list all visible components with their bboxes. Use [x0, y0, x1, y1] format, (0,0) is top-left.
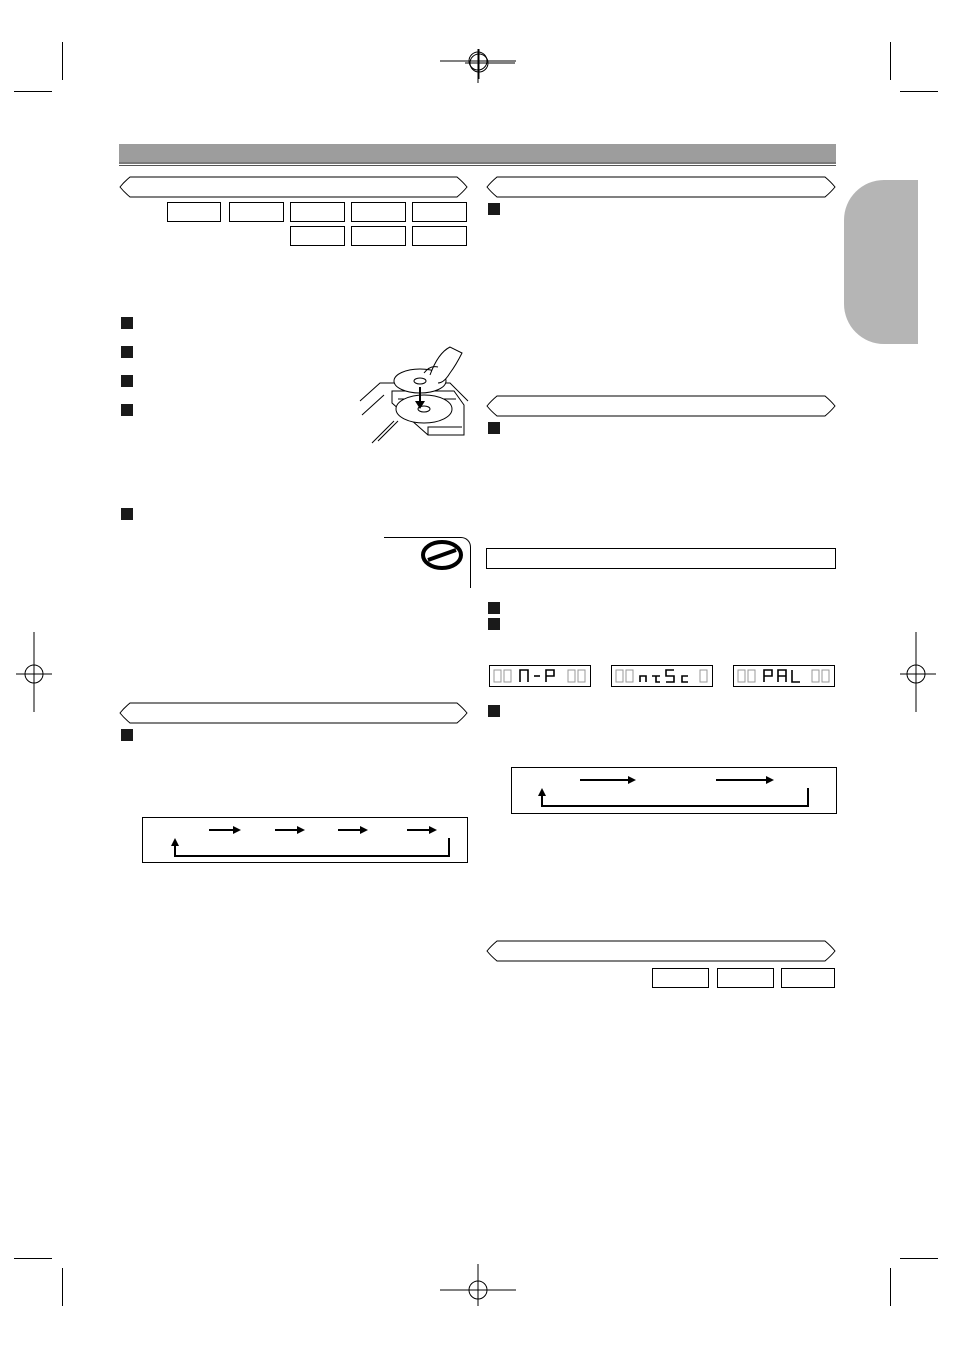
page-header-bar — [119, 144, 836, 164]
lcd-segments — [734, 666, 834, 686]
disc-type-box — [351, 226, 406, 246]
step-marker — [488, 422, 500, 434]
section-header-left-mid — [119, 702, 468, 724]
section-header-right-mid — [486, 395, 836, 417]
lcd-display — [611, 665, 713, 687]
cycle-flow-diagram — [142, 817, 468, 863]
lcd-display — [489, 665, 591, 687]
disc-tray-illustration — [358, 343, 470, 445]
disc-type-box — [412, 226, 467, 246]
crop-mark — [900, 91, 938, 92]
section-header-right-top — [486, 176, 836, 198]
prohibited-icon — [420, 540, 464, 570]
step-marker — [488, 705, 500, 717]
crop-mark — [62, 42, 63, 80]
header-rule — [119, 165, 836, 166]
step-marker — [488, 618, 500, 630]
section-header-left-top — [119, 176, 468, 198]
crop-mark — [890, 42, 891, 80]
registration-mark — [16, 632, 52, 712]
crop-mark — [890, 1268, 891, 1306]
step-marker — [121, 404, 133, 416]
disc-type-box — [229, 202, 284, 222]
step-marker — [121, 317, 133, 329]
crop-mark — [62, 1268, 63, 1306]
disc-type-box — [412, 202, 467, 222]
disc-type-box — [652, 968, 709, 988]
disc-type-box — [167, 202, 221, 222]
disc-type-box — [351, 202, 406, 222]
section-bar — [486, 548, 836, 569]
step-marker — [121, 508, 133, 520]
crop-mark — [14, 91, 52, 92]
registration-mark — [440, 1264, 520, 1306]
crop-mark — [900, 1258, 938, 1259]
disc-type-box — [717, 968, 774, 988]
section-header-right-bottom — [486, 940, 836, 962]
step-marker — [121, 346, 133, 358]
disc-type-box — [290, 202, 345, 222]
step-marker — [488, 602, 500, 614]
language-side-tab — [844, 180, 918, 344]
registration-mark — [440, 49, 520, 85]
lcd-display — [733, 665, 835, 687]
registration-mark — [900, 632, 936, 712]
step-marker — [488, 203, 500, 215]
disc-type-box — [781, 968, 835, 988]
disc-type-box — [290, 226, 345, 246]
step-marker — [121, 375, 133, 387]
cycle-flow-diagram — [511, 767, 837, 814]
crop-mark — [14, 1258, 52, 1259]
lcd-segments — [490, 666, 590, 686]
step-marker — [121, 729, 133, 741]
lcd-segments — [612, 666, 712, 686]
